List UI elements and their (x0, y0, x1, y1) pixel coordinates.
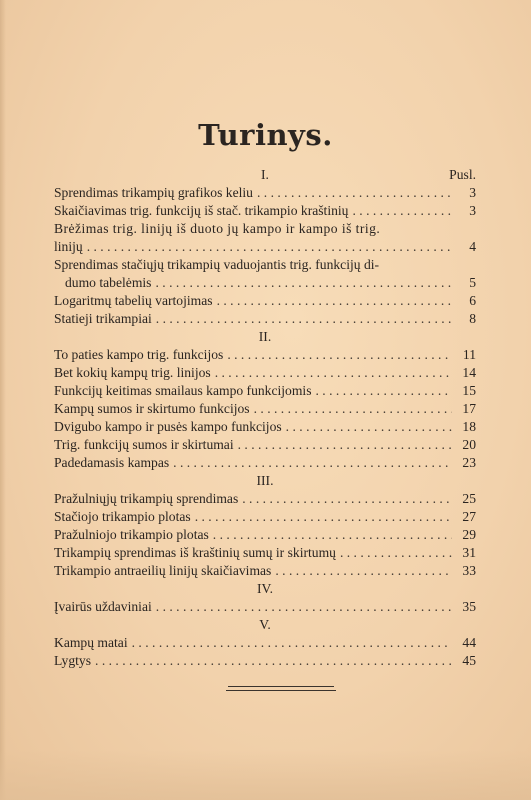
page-title: Turinys. (198, 118, 333, 152)
toc-entry-page: 6 (469, 293, 476, 308)
toc-entry-page: 17 (462, 401, 476, 416)
toc-entry-page: 31 (462, 545, 476, 560)
section-numeral: V. (259, 617, 271, 632)
leader-dots (195, 508, 452, 526)
toc-entry (54, 238, 476, 256)
page-column-label: Pusl. (449, 167, 476, 182)
toc-entry-page: 45 (462, 653, 476, 668)
leader-dots (215, 364, 452, 382)
toc-entry (54, 652, 476, 670)
section-numeral: I. (261, 167, 269, 182)
toc-entry-title: Padedamasis kampas (54, 455, 170, 470)
toc-entry-title-continued: linijų (54, 239, 83, 254)
leader-dots (132, 634, 452, 652)
leader-dots (275, 562, 452, 580)
toc-entry (54, 562, 476, 580)
toc-entry (54, 508, 476, 526)
toc-entry (54, 634, 476, 652)
toc-entry-title: Įvairūs uždaviniai (54, 599, 152, 614)
toc-entry-page: 23 (462, 455, 476, 470)
leader-dots (155, 274, 452, 292)
page-bottom-shading (0, 750, 531, 800)
section-numeral: III. (256, 473, 274, 488)
leader-dots (95, 652, 452, 670)
toc-entry-title: Dvigubo kampo ir pusės kampo funkcijos (54, 419, 282, 434)
toc-entry-page: 27 (462, 509, 476, 524)
section-heading-2 (54, 328, 476, 346)
toc-entry (54, 526, 476, 544)
toc-entry-page: 4 (469, 239, 476, 254)
toc-entry (54, 454, 476, 472)
toc-entry-title: Logaritmų tabelių vartojimas (54, 293, 213, 308)
closing-rule-bottom (226, 690, 336, 691)
toc-entry (54, 418, 476, 436)
section-heading-1 (54, 166, 476, 184)
toc-entry (54, 202, 476, 220)
leader-dots (87, 238, 452, 256)
leader-dots (156, 310, 452, 328)
toc-entry-title-continued: dumo tabelėmis (65, 275, 152, 290)
toc-entry (54, 364, 476, 382)
toc-entry (54, 310, 476, 328)
toc-entry-page: 3 (469, 203, 476, 218)
toc-entry-title: Brėžimas trig. linijų iš duoto jų kampo ir kampo iš trig. (54, 221, 381, 236)
toc-entry (54, 436, 476, 454)
toc-entry-wrapped-line (54, 220, 476, 238)
toc-entry-page: 25 (462, 491, 476, 506)
toc-entry (54, 400, 476, 418)
leader-dots (217, 292, 452, 310)
toc-entry (54, 598, 476, 616)
toc-entry (54, 274, 476, 292)
leader-dots (156, 598, 452, 616)
section-numeral: IV. (257, 581, 273, 596)
toc-entry-title: Pražulniųjų trikampių sprendimas (54, 491, 239, 506)
leader-dots (352, 202, 452, 220)
toc-entry (54, 490, 476, 508)
closing-rule-top (228, 686, 334, 687)
toc-entry-title: To paties kampo trig. funkcijos (54, 347, 224, 362)
leader-dots (173, 454, 452, 472)
toc-entry (54, 544, 476, 562)
leader-dots (227, 346, 452, 364)
toc-entry-page: 33 (462, 563, 476, 578)
toc-entry-title: Funkcijų keitimas smailaus kampo funkcijomis (54, 383, 312, 398)
toc-entry-page: 11 (462, 347, 476, 362)
toc-entry (54, 184, 476, 202)
toc-entry-page: 29 (462, 527, 476, 542)
section-heading-3 (54, 472, 476, 490)
toc-entry-page: 15 (462, 383, 476, 398)
toc-entry-title: Statieji trikampiai (54, 311, 152, 326)
toc-entry-title: Sprendimas trikampių grafikos keliu (54, 185, 253, 200)
leader-dots (254, 400, 452, 418)
toc-entry-title: Skaičiavimas trig. funkcijų iš stač. trikampio kraštinių (54, 203, 349, 218)
toc-entry-title: Trikampio antraeilių linijų skaičiavimas (54, 563, 272, 578)
toc-entry-title: Sprendimas stačiųjų trikampių vaduojantis trig. funkcijų di- (54, 257, 380, 272)
toc-entry-page: 3 (469, 185, 476, 200)
leader-dots (257, 184, 452, 202)
toc-entry-page: 8 (469, 311, 476, 326)
toc-entry-title: Kampų matai (54, 635, 128, 650)
toc-entry-page: 44 (462, 635, 476, 650)
toc-entry (54, 382, 476, 400)
toc-entry-title: Trikampių sprendimas iš kraštinių sumų ir skirtumų (54, 545, 336, 560)
toc-entry-title: Lygtys (54, 653, 92, 668)
table-of-contents (54, 166, 476, 670)
section-heading-5 (54, 616, 476, 634)
toc-entry-title: Pražulniojo trikampio plotas (54, 527, 209, 542)
leader-dots (238, 436, 452, 454)
leader-dots (286, 418, 452, 436)
toc-entry-wrapped-line (54, 256, 476, 274)
toc-entry-title: Trig. funkcijų sumos ir skirtumai (54, 437, 234, 452)
leader-dots (340, 544, 452, 562)
section-heading-4 (54, 580, 476, 598)
toc-entry-title: Bet kokių kampų trig. linijos (54, 365, 211, 380)
toc-entry-page: 18 (462, 419, 476, 434)
toc-entry-title: Stačiojo trikampio plotas (54, 509, 191, 524)
toc-entry (54, 346, 476, 364)
toc-entry-page: 5 (469, 275, 476, 290)
toc-entry (54, 292, 476, 310)
leader-dots (316, 382, 453, 400)
toc-entry-title: Kampų sumos ir skirtumo funkcijos (54, 401, 250, 416)
leader-dots (242, 490, 452, 508)
section-numeral: II. (258, 329, 272, 344)
leader-dots (213, 526, 452, 544)
toc-entry-page: 35 (462, 599, 476, 614)
toc-entry-page: 20 (462, 437, 476, 452)
toc-entry-page: 14 (462, 365, 476, 380)
